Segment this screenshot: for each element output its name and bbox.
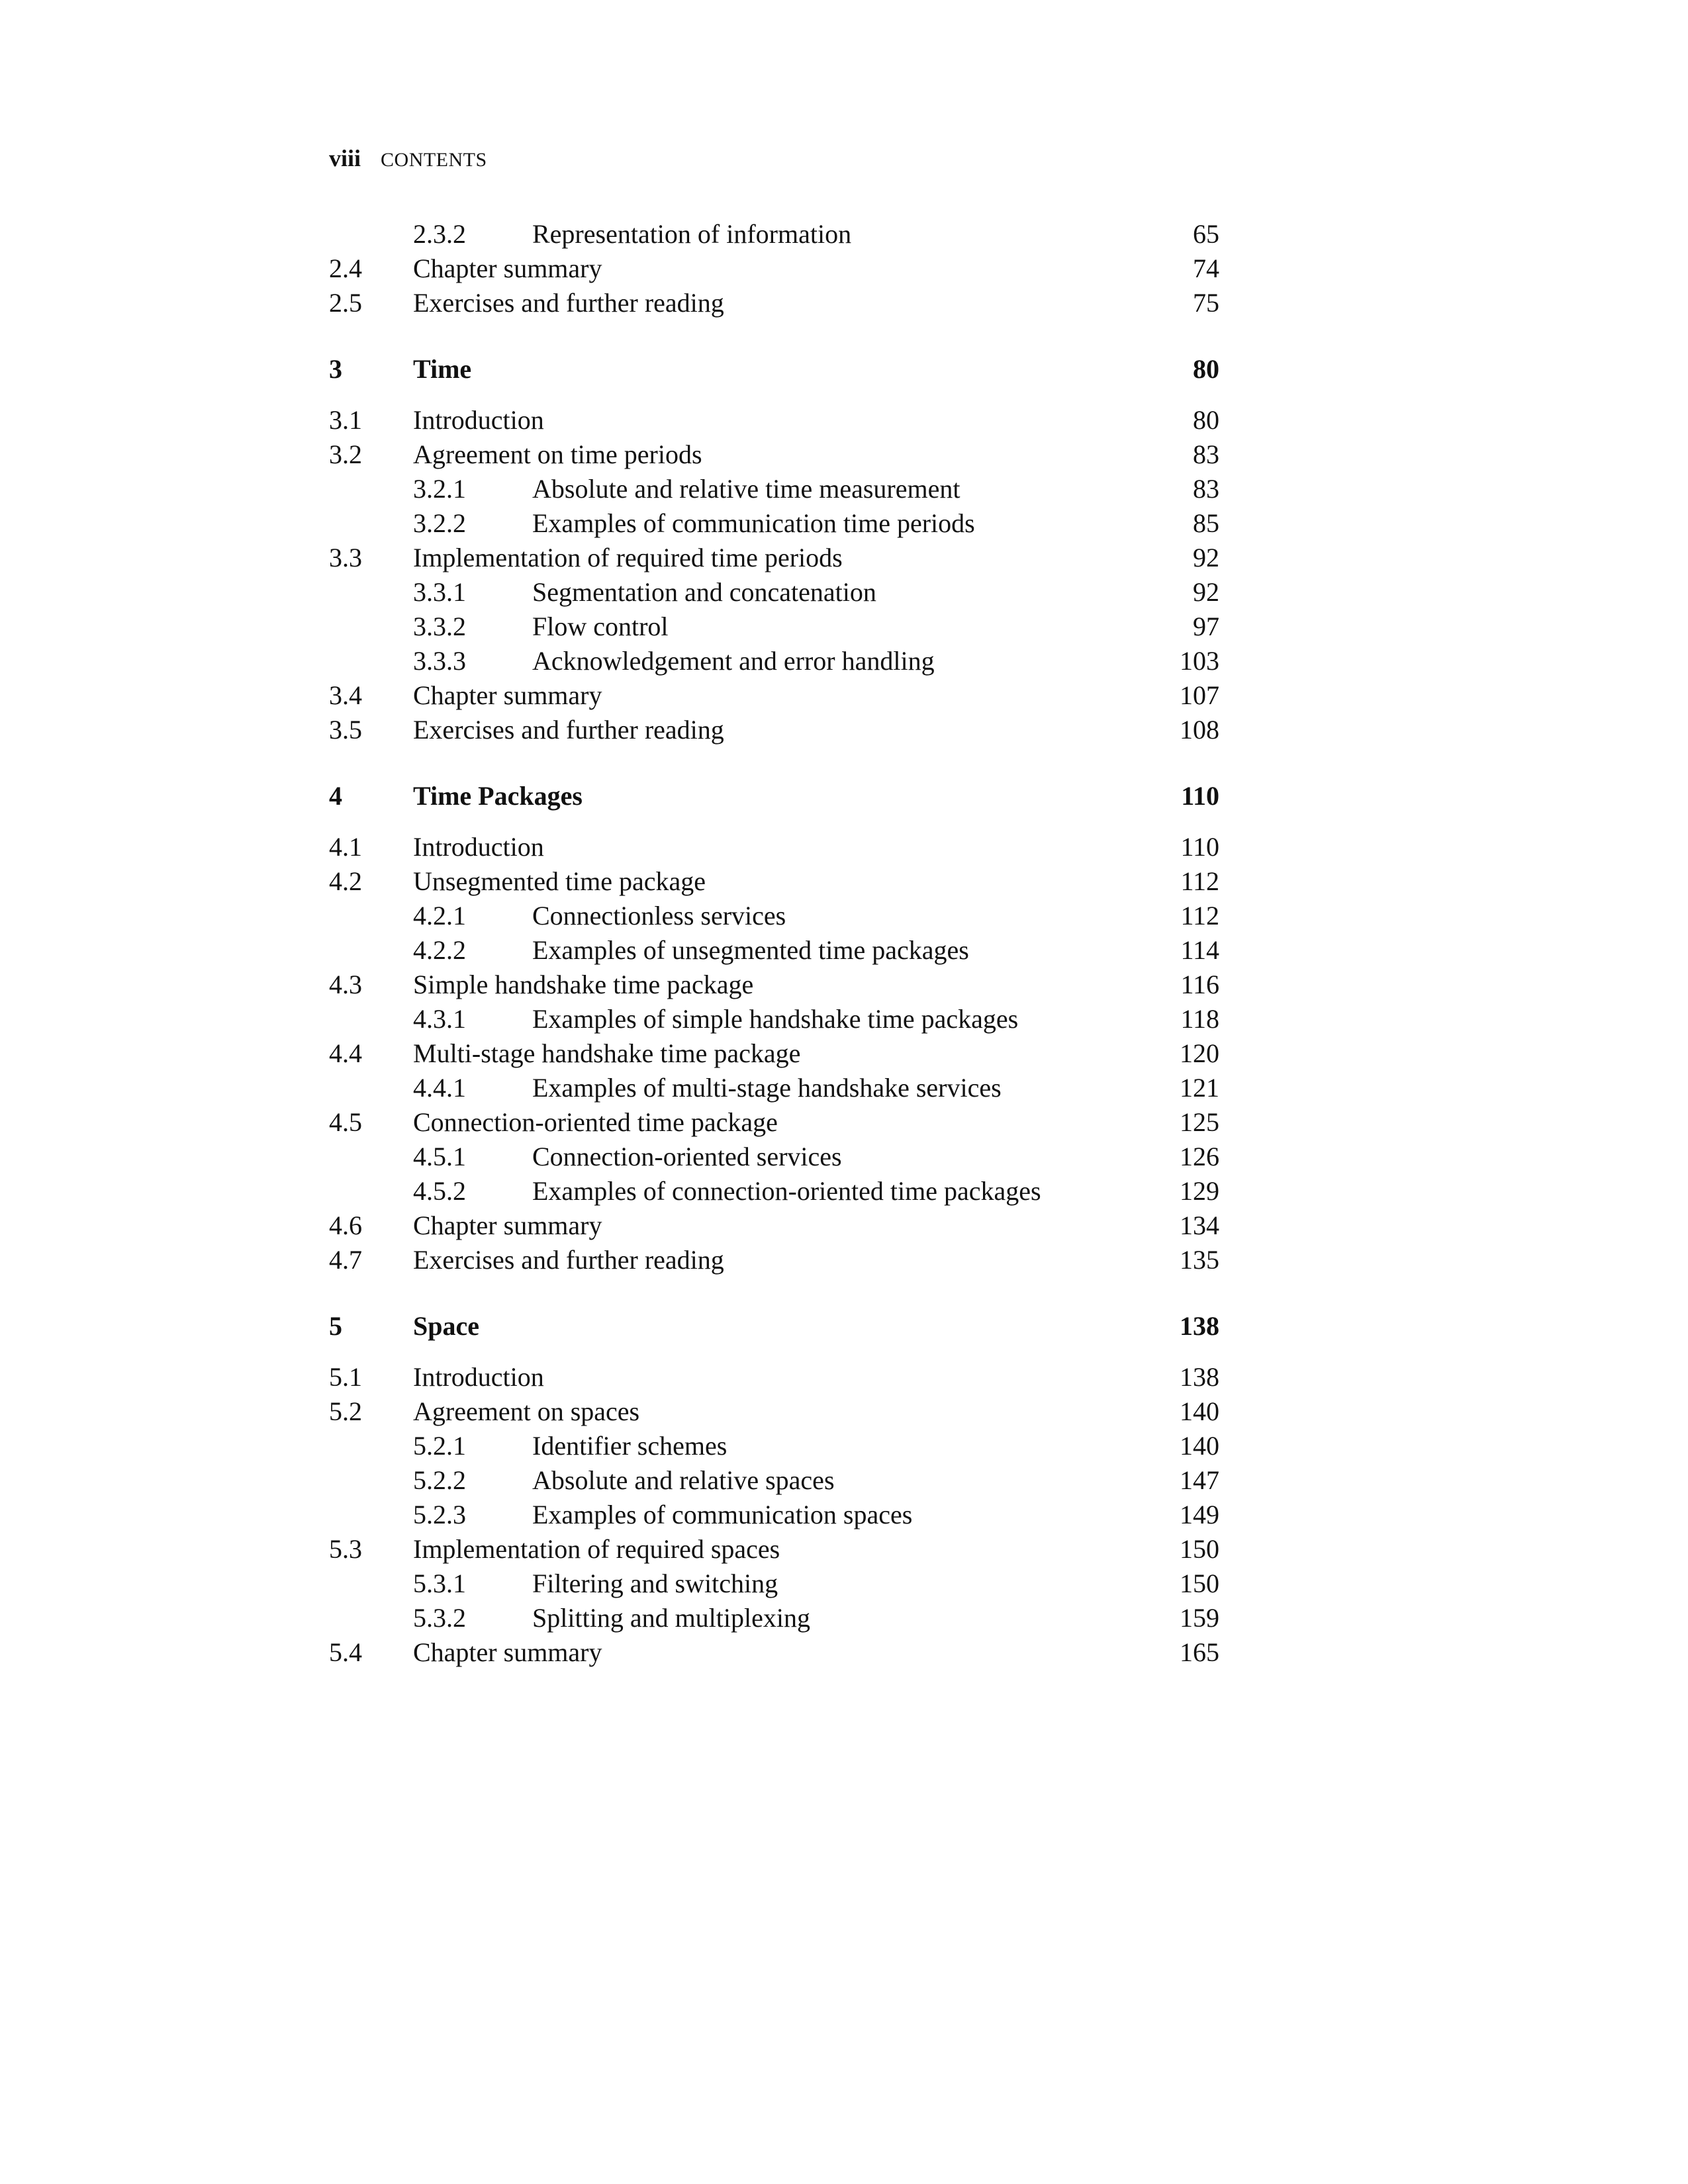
toc-entry-title: Exercises and further reading: [413, 1245, 724, 1275]
toc-entry-row[interactable]: [329, 1174, 1219, 1208]
toc-entry-page: 80: [1193, 354, 1219, 384]
toc-entry-row[interactable]: [329, 968, 1219, 1002]
toc-entry-title: Absolute and relative time measurement: [532, 474, 961, 504]
toc-entry-row[interactable]: [329, 1002, 1219, 1036]
toc-entry-page: 110: [1181, 781, 1219, 811]
toc-entry-number: 5.2.2: [413, 1465, 466, 1495]
toc-entry-title: Exercises and further reading: [413, 288, 724, 318]
page-header: [329, 144, 487, 181]
toc-entry-title: Flow control: [532, 612, 669, 641]
toc-entry-title: Segmentation and concatenation: [532, 577, 876, 607]
toc-entry-title: Splitting and multiplexing: [532, 1603, 810, 1633]
toc-entry-title: Simple handshake time package: [413, 970, 754, 999]
toc-entry-row[interactable]: [329, 1463, 1219, 1498]
toc-entry-title: Agreement on spaces: [413, 1396, 640, 1426]
toc-entry-number: 3.2.2: [413, 508, 466, 538]
toc-entry-number: 4.3.1: [413, 1004, 466, 1034]
toc-entry-number: 3.2.1: [413, 474, 466, 504]
toc-entry-row[interactable]: [329, 610, 1219, 644]
toc-entry-row[interactable]: [329, 1036, 1219, 1071]
toc-entry-title: Implementation of required time periods: [413, 543, 843, 572]
toc-entry-page: 65: [1193, 219, 1219, 249]
toc-entry-row[interactable]: [329, 678, 1219, 713]
toc-entry-number: 4: [329, 781, 342, 811]
toc-entry-title: Time: [413, 354, 472, 384]
toc-entry-number: 4.5.2: [413, 1176, 466, 1206]
toc-entry-page: 75: [1193, 288, 1219, 318]
toc-entry-title: Exercises and further reading: [413, 715, 724, 745]
toc-entry-title: Examples of multi-stage handshake services: [532, 1073, 1002, 1103]
toc-entry-page: 112: [1180, 901, 1219, 931]
toc-entry-title: Implementation of required spaces: [413, 1534, 780, 1564]
toc-entry-page: 138: [1180, 1362, 1219, 1392]
toc-entry-number: 2.5: [329, 288, 362, 318]
toc-entry-title: Filtering and switching: [532, 1569, 778, 1598]
table-of-contents: [329, 217, 1219, 1670]
toc-entry-page: 150: [1180, 1534, 1219, 1564]
toc-entry-number: 5.3: [329, 1534, 362, 1564]
toc-entry-row[interactable]: [329, 1140, 1219, 1174]
toc-entry-row[interactable]: [329, 1243, 1219, 1277]
toc-entry-page: 112: [1180, 866, 1219, 896]
toc-entry-page: 126: [1180, 1142, 1219, 1171]
toc-entry-number: 4.4: [329, 1038, 362, 1068]
toc-entry-page: 97: [1193, 612, 1219, 641]
toc-entry-number: 5.2.1: [413, 1431, 466, 1461]
toc-entry-title: Connection-oriented services: [532, 1142, 842, 1171]
toc-chapter-row[interactable]: [329, 352, 1219, 387]
toc-entry-page: 110: [1180, 832, 1219, 862]
toc-entry-page: 140: [1180, 1431, 1219, 1461]
toc-entry-number: 4.7: [329, 1245, 362, 1275]
toc-entry-page: 118: [1180, 1004, 1219, 1034]
toc-entry-title: Connection-oriented time package: [413, 1107, 778, 1137]
toc-entry-row[interactable]: [329, 1394, 1219, 1429]
toc-entry-title: Agreement on time periods: [413, 439, 702, 469]
toc-entry-number: 3.3.1: [413, 577, 466, 607]
toc-entry-title: Chapter summary: [413, 253, 602, 283]
toc-entry-row[interactable]: [329, 437, 1219, 472]
toc-entry-page: 92: [1193, 577, 1219, 607]
toc-entry-page: 149: [1180, 1500, 1219, 1529]
toc-entry-row[interactable]: [329, 575, 1219, 610]
toc-entry-title: Identifier schemes: [532, 1431, 727, 1461]
toc-entry-title: Examples of unsegmented time packages: [532, 935, 969, 965]
toc-entry-title: Acknowledgement and error handling: [532, 646, 935, 676]
toc-entry-title: Unsegmented time package: [413, 866, 706, 896]
toc-entry-page: 114: [1180, 935, 1219, 965]
toc-entry-page: 138: [1180, 1311, 1219, 1341]
toc-entry-row[interactable]: [329, 644, 1219, 678]
toc-entry-number: 3: [329, 354, 342, 384]
toc-entry-number: 5.2.3: [413, 1500, 466, 1529]
toc-entry-row[interactable]: [329, 933, 1219, 968]
toc-entry-number: 5.1: [329, 1362, 362, 1392]
toc-entry-title: Examples of communication spaces: [532, 1500, 913, 1529]
toc-entry-title: Connectionless services: [532, 901, 786, 931]
toc-entry-title: Time Packages: [413, 781, 583, 811]
toc-entry-row[interactable]: [329, 1071, 1219, 1105]
toc-entry-row[interactable]: [329, 217, 1219, 251]
toc-entry-title: Multi-stage handshake time package: [413, 1038, 801, 1068]
running-head: CONTENTS: [381, 149, 487, 171]
toc-entry-title: Absolute and relative spaces: [532, 1465, 835, 1495]
toc-entry-row[interactable]: [329, 1105, 1219, 1140]
toc-entry-title: Space: [413, 1311, 479, 1341]
toc-entry-page: 107: [1180, 680, 1219, 710]
toc-entry-number: 3.2: [329, 439, 362, 469]
toc-entry-row[interactable]: [329, 541, 1219, 575]
toc-entry-page: 74: [1193, 253, 1219, 283]
toc-entry-number: 4.6: [329, 1210, 362, 1240]
toc-entry-page: 165: [1180, 1637, 1219, 1667]
toc-chapter-row[interactable]: [329, 779, 1219, 813]
toc-entry-title: Introduction: [413, 832, 544, 862]
toc-entry-number: 5.4: [329, 1637, 362, 1667]
toc-entry-page: 120: [1180, 1038, 1219, 1068]
toc-entry-number: 4.5: [329, 1107, 362, 1137]
toc-entry-row[interactable]: [329, 899, 1219, 933]
toc-entry-number: 3.1: [329, 405, 362, 435]
toc-entry-page: 147: [1180, 1465, 1219, 1495]
toc-entry-row[interactable]: [329, 251, 1219, 286]
toc-entry-row[interactable]: [329, 506, 1219, 541]
toc-entry-title: Chapter summary: [413, 1210, 602, 1240]
toc-entry-page: 80: [1193, 405, 1219, 435]
toc-entry-row[interactable]: [329, 1635, 1219, 1670]
toc-entry-number: 3.3: [329, 543, 362, 572]
toc-entry-title: Examples of simple handshake time packages: [532, 1004, 1019, 1034]
toc-entry-page: 134: [1180, 1210, 1219, 1240]
toc-entry-page: 159: [1180, 1603, 1219, 1633]
toc-entry-number: 3.3.2: [413, 612, 466, 641]
toc-entry-number: 5: [329, 1311, 342, 1341]
toc-entry-title: Introduction: [413, 1362, 544, 1392]
toc-entry-page: 103: [1180, 646, 1219, 676]
toc-entry-title: Examples of communication time periods: [532, 508, 975, 538]
toc-entry-row[interactable]: [329, 1601, 1219, 1635]
toc-entry-row[interactable]: [329, 1429, 1219, 1463]
toc-entry-row[interactable]: [329, 472, 1219, 506]
toc-chapter-row[interactable]: [329, 1309, 1219, 1343]
toc-entry-number: 3.3.3: [413, 646, 466, 676]
toc-entry-number: 4.5.1: [413, 1142, 466, 1171]
toc-entry-title: Examples of connection-oriented time packages: [532, 1176, 1041, 1206]
toc-entry-number: 4.2.1: [413, 901, 466, 931]
toc-entry-page: 121: [1180, 1073, 1219, 1103]
toc-entry-row[interactable]: [329, 403, 1219, 437]
toc-entry-number: 3.5: [329, 715, 362, 745]
toc-entry-number: 4.4.1: [413, 1073, 466, 1103]
toc-entry-page: 140: [1180, 1396, 1219, 1426]
toc-entry-page: 135: [1180, 1245, 1219, 1275]
toc-entry-row[interactable]: [329, 1532, 1219, 1567]
toc-entry-number: 5.3.2: [413, 1603, 466, 1633]
toc-entry-page: 108: [1180, 715, 1219, 745]
toc-entry-title: Introduction: [413, 405, 544, 435]
toc-entry-number: 4.3: [329, 970, 362, 999]
toc-entry-number: 5.2: [329, 1396, 362, 1426]
toc-entry-title: Representation of information: [532, 219, 852, 249]
toc-entry-page: 83: [1193, 474, 1219, 504]
toc-entry-row[interactable]: [329, 830, 1219, 864]
toc-entry-page: 150: [1180, 1569, 1219, 1598]
toc-entry-page: 83: [1193, 439, 1219, 469]
toc-entry-row[interactable]: [329, 286, 1219, 320]
toc-entry-row[interactable]: [329, 1360, 1219, 1394]
toc-entry-number: 4.2: [329, 866, 362, 896]
toc-entry-page: 92: [1193, 543, 1219, 572]
toc-entry-number: 2.4: [329, 253, 362, 283]
toc-entry-row[interactable]: [329, 1498, 1219, 1532]
toc-entry-number: 3.4: [329, 680, 362, 710]
toc-entry-row[interactable]: [329, 1567, 1219, 1601]
toc-entry-row[interactable]: [329, 864, 1219, 899]
toc-entry-number: 4.1: [329, 832, 362, 862]
toc-entry-page: 85: [1193, 508, 1219, 538]
toc-entry-page: 129: [1180, 1176, 1219, 1206]
toc-entry-row[interactable]: [329, 1208, 1219, 1243]
toc-entry-page: 125: [1180, 1107, 1219, 1137]
toc-entry-page: 116: [1180, 970, 1219, 999]
toc-entry-number: 2.3.2: [413, 219, 466, 249]
toc-entry-number: 5.3.1: [413, 1569, 466, 1598]
toc-entry-number: 4.2.2: [413, 935, 466, 965]
page-number: viii: [329, 145, 361, 171]
toc-entry-title: Chapter summary: [413, 1637, 602, 1667]
toc-entry-title: Chapter summary: [413, 680, 602, 710]
toc-entry-row[interactable]: [329, 713, 1219, 747]
